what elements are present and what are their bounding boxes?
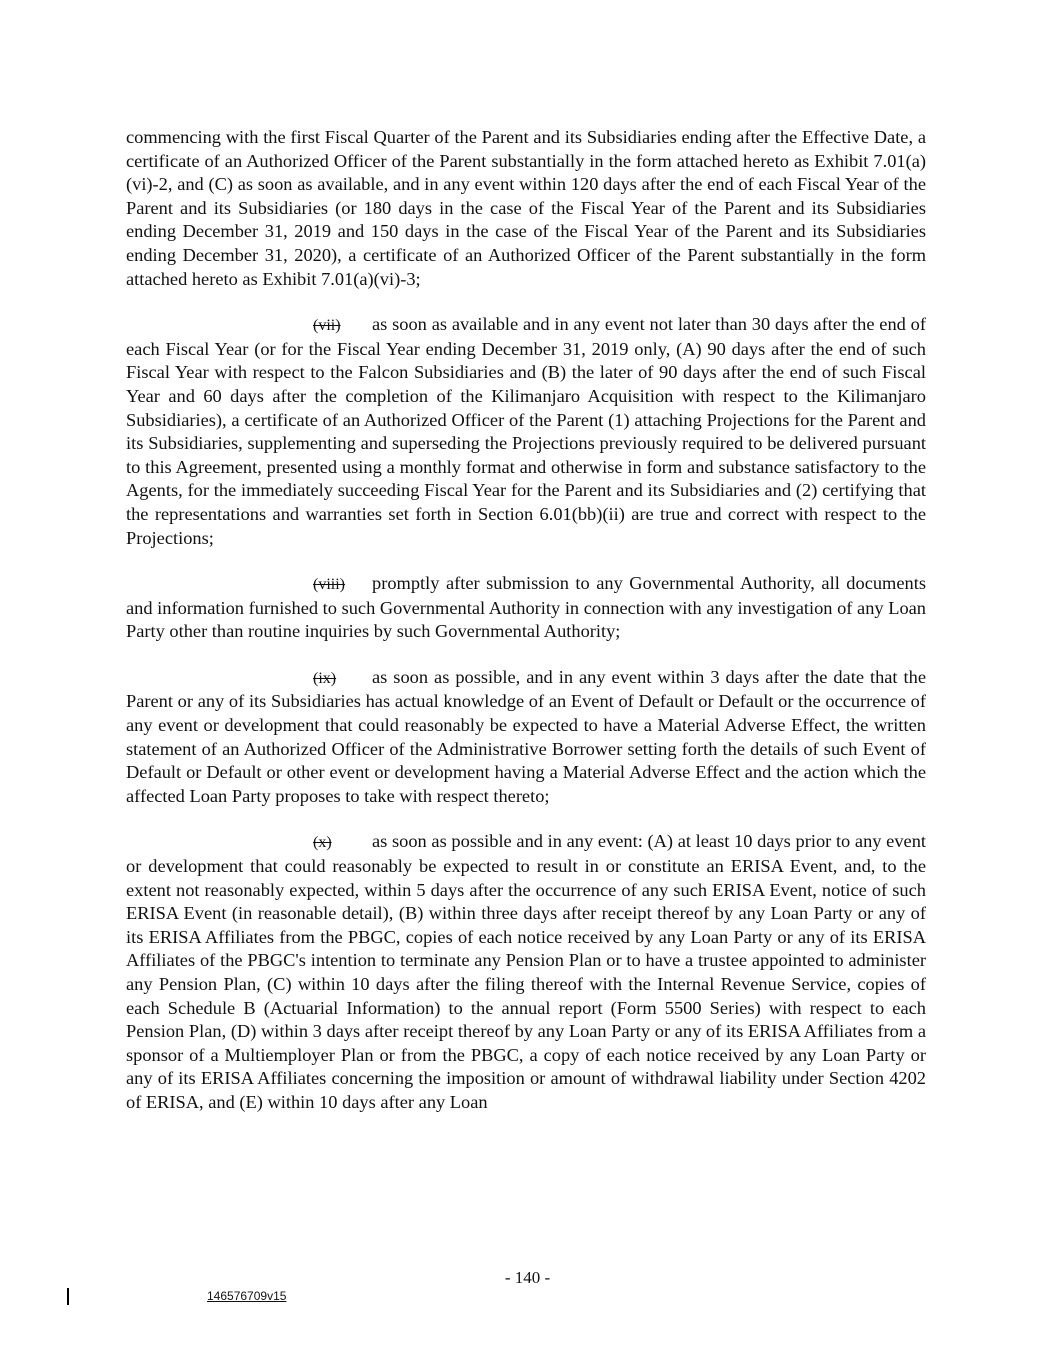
paragraph-text: as soon as available and in any event not later than 30 days after the end of each Fiscal Year (or for the Fiscal Year ending December 31, 2019 only, (A) 90 days after the end of such Fiscal Year with respect to the Falcon Subsidiaries and (B) the later of 90 days after the end of such Fiscal Year and 60 days after the completion of the Kilimanjaro Acquisition with respect to the Kilimanjaro Subsidiaries), a certificate of an Authorized Officer of the Parent (1) attaching Projections for the Parent and its Subsidiaries, supplementing and superseding the Projections previously required to be delivered pursuant to this Agreement, presented using a monthly format and otherwise in form and substance satisfactory to the Agents, for the immediately succeeding Fiscal Year for the Parent and its Subsidiaries and (2) certifying that the representations and warranties set forth in Section 6.01(bb)(ii) are true and correct with respect to the Projections; (126, 314, 926, 548)
paragraph-continuation (126, 126, 926, 291)
paragraph-text: as soon as possible and in any event: (A) at least 10 days prior to any event or development that could reasonably be expected to result in or constitute an ERISA Event, and, to the extent not reasonably expected, within 5 days after the occurrence of any such ERISA Event, notice of such ERISA Event (in reasonable detail), (B) within three days after receipt thereof by any Loan Party or any of its ERISA Affiliates from the PBGC, copies of each notice received by any Loan Party or any of its ERISA Affiliates of the PBGC's intention to terminate any Pension Plan or to have a trustee appointed to administer any Pension Plan, (C) within 10 days after the filing thereof with the Internal Revenue Service, copies of each Schedule B (Actuarial Information) to the annual report (Form 5500 Series) with respect to each Pension Plan, (D) within 3 days after receipt thereof by any Loan Party or any of its ERISA Affiliates from a sponsor of a Multiemployer Plan or from the PBGC, a copy of each notice received by any Loan Party or any of its ERISA Affiliates concerning the imposition or amount of withdrawal liability under Section 4202 of ERISA, and (E) within 10 days after any Loan (126, 831, 926, 1112)
clause-marker: (x) (313, 834, 332, 852)
document-body (126, 126, 926, 1137)
paragraph-text: as soon as possible, and in any event within 3 days after the date that the Parent or any of its Subsidiaries has actual knowledge of an Event of Default or Default or the occurrence of any event or development that could reasonably be expected to have a Material Adverse Effect, the written statement of an Authorized Officer of the Administrative Borrower setting forth the details of such Event of Default or Default or other event or development having a Material Adverse Effect and the action which the affected Loan Party proposes to take with respect thereto; (126, 666, 926, 806)
clause-marker: (viii) (313, 576, 345, 594)
revision-change-bar (67, 1288, 69, 1305)
paragraph-text: commencing with the first Fiscal Quarter of the Parent and its Subsidiaries ending after the Effective Date, a certificate of an Authorized Officer of the Parent substantially in the form attached hereto as Exhibit 7.01(a)(vi)-2, and (C) as soon as available, and in any event within 120 days after the end of each Fiscal Year of the Parent and its Subsidiaries (or 180 days in the case of the Fiscal Year of the Parent and its Subsidiaries ending December 31, 2019 and 150 days in the case of the Fiscal Year of the Parent and its Subsidiaries ending December 31, 2020), a certificate of an Authorized Officer of the Parent substantially in the form attached hereto as Exhibit 7.01(a)(vi)-3; (126, 127, 926, 289)
paragraph-viii (126, 572, 926, 644)
paragraph-text: promptly after submission to any Governmental Authority, all documents and information furnished to such Governmental Authority in connection with any investigation of any Loan Party other than routine inquiries by such Governmental Authority; (126, 573, 926, 642)
page-number: - 140 - (504, 1268, 551, 1287)
clause-marker: (ix) (313, 669, 337, 687)
document-id: 146576709v15 (207, 1289, 287, 1303)
clause-marker: (vii) (313, 317, 341, 335)
paragraph-x (126, 830, 926, 1114)
paragraph-ix (126, 666, 926, 809)
paragraph-vii (126, 313, 926, 550)
